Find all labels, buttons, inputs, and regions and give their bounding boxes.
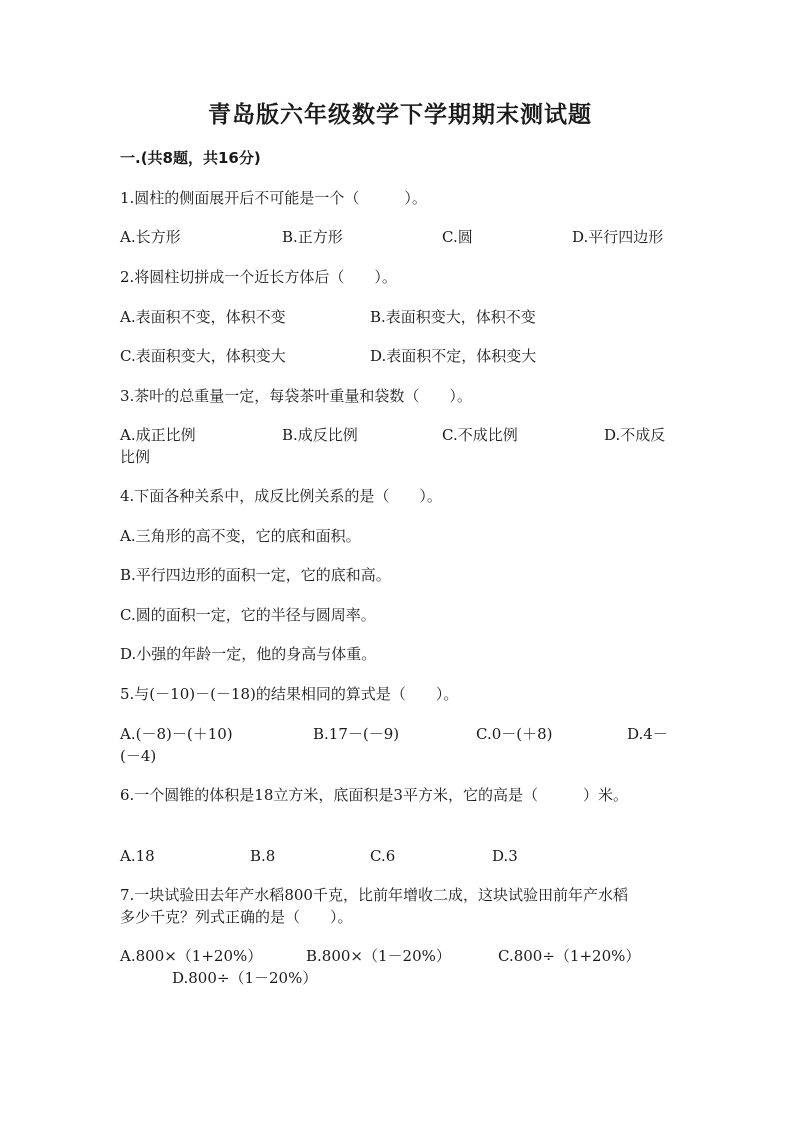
q7-option-a[interactable]: A.800×（1+20%） bbox=[120, 947, 263, 965]
question-5-stem: 5.与(－10)－(－18)的结果相同的算式是（ ）。 bbox=[120, 685, 459, 703]
q3-option-d-wrap: 比例 bbox=[120, 448, 151, 466]
q5-option-b[interactable]: B.17－(－9) bbox=[313, 725, 400, 743]
q5-option-d-wrap: (－4) bbox=[120, 747, 157, 765]
q5-option-a[interactable]: A.(－8)－(＋10) bbox=[120, 725, 233, 743]
q3-option-d[interactable]: D.不成反 bbox=[604, 426, 666, 444]
q6-option-d[interactable]: D.3 bbox=[492, 847, 518, 865]
q2-option-a[interactable]: A.表面积不变，体积不变 bbox=[120, 308, 286, 326]
q1-option-a[interactable]: A.长方形 bbox=[120, 228, 181, 246]
question-6-stem: 6.一个圆锥的体积是18立方米，底面积是3平方米，它的高是（ ）米。 bbox=[120, 786, 628, 804]
q6-option-a[interactable]: A.18 bbox=[120, 847, 155, 865]
question-1-options bbox=[120, 226, 680, 248]
question-7-stem-line1: 7.一块试验田去年产水稻800千克，比前年增收二成，这块试验田前年产水稻 bbox=[120, 886, 628, 904]
question-1-stem: 1.圆柱的侧面展开后不可能是一个（ ）。 bbox=[120, 189, 427, 207]
question-3-options bbox=[120, 424, 680, 446]
q3-option-c[interactable]: C.不成比例 bbox=[442, 426, 518, 444]
q2-option-d[interactable]: D.表面积不定，体积变大 bbox=[370, 347, 537, 365]
question-2-options-row2 bbox=[120, 345, 680, 367]
question-2-stem: 2.将圆柱切拼成一个近长方体后（ ）。 bbox=[120, 268, 397, 286]
q4-option-b[interactable]: B.平行四边形的面积一定，它的底和高。 bbox=[120, 566, 391, 584]
q1-option-b[interactable]: B.正方形 bbox=[282, 228, 343, 246]
q5-option-d[interactable]: D.4－ bbox=[627, 725, 668, 743]
q1-option-c[interactable]: C.圆 bbox=[442, 228, 473, 246]
question-3-stem: 3.茶叶的总重量一定，每袋茶叶重量和袋数（ ）。 bbox=[120, 387, 472, 405]
q3-option-b[interactable]: B.成反比例 bbox=[282, 426, 358, 444]
q2-option-b[interactable]: B.表面积变大，体积不变 bbox=[370, 308, 536, 326]
question-2-options-row1 bbox=[120, 306, 680, 328]
page-title: 青岛版六年级数学下学期期末测试题 bbox=[208, 102, 592, 128]
question-6-options bbox=[120, 845, 680, 867]
q4-option-d[interactable]: D.小强的年龄一定，他的身高与体重。 bbox=[120, 645, 377, 663]
question-5-options bbox=[120, 723, 680, 745]
q4-option-a[interactable]: A.三角形的高不变，它的底和面积。 bbox=[120, 527, 361, 545]
section-heading: 一.(共8题，共16分) bbox=[120, 149, 261, 167]
q1-option-d[interactable]: D.平行四边形 bbox=[572, 228, 664, 246]
q3-option-a[interactable]: A.成正比例 bbox=[120, 426, 196, 444]
question-7-options bbox=[120, 945, 680, 967]
q7-option-c[interactable]: C.800÷（1+20%） bbox=[498, 947, 641, 965]
q7-option-b[interactable]: B.800×（1－20%） bbox=[306, 947, 451, 965]
q6-option-c[interactable]: C.6 bbox=[370, 847, 396, 865]
question-7-stem-line2: 多少千克？列式正确的是（ ）。 bbox=[120, 908, 353, 926]
q7-option-d[interactable]: D.800÷（1－20%） bbox=[172, 969, 318, 987]
q2-option-c[interactable]: C.表面积变大，体积变大 bbox=[120, 347, 286, 365]
q5-option-c[interactable]: C.0－(＋8) bbox=[476, 725, 553, 743]
question-4-stem: 4.下面各种关系中，成反比例关系的是（ ）。 bbox=[120, 487, 442, 505]
q4-option-c[interactable]: C.圆的面积一定，它的半径与圆周率。 bbox=[120, 606, 376, 624]
q6-option-b[interactable]: B.8 bbox=[250, 847, 276, 865]
